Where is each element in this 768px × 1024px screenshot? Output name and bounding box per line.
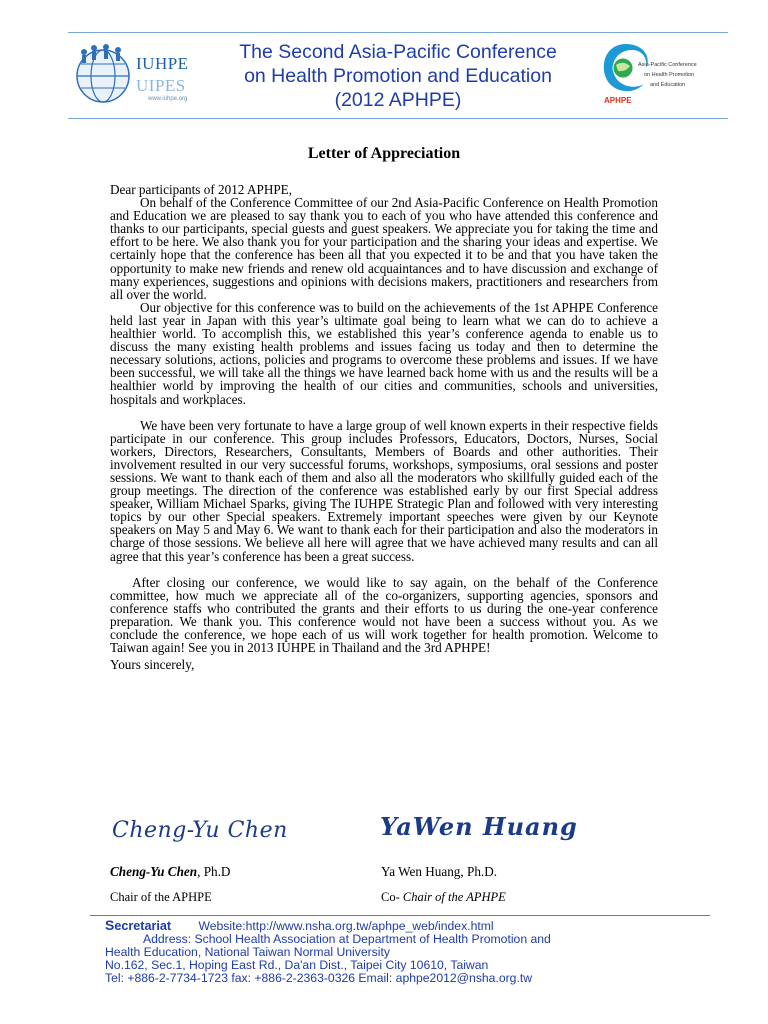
paragraph-2: Our objective for this conference was to build on the achievements of the 1st APHPE Conference held last year in Japan with this year’s ultimate goal being to learn what we can do to achieve a healthier world. To accomplish this, we established this year’s conference agenda to enable us to discuss the many existing health problems and issues facing us today and then to determine the necessary solutions, actions, policies and programs to overcome these problems and issues. If we have been successful, we will take all the things we have learned back home with us and the results will be a healthier world by improving the health of our cities and communities, schools and universities, hospitals and workplaces. <box>110 299 658 407</box>
signer-chen-name <box>110 864 230 880</box>
signer-huang-role-prefix: Co- <box>381 890 400 904</box>
aphpe-logo-line-2: on Health Promotion <box>644 72 695 78</box>
secretariat-footer <box>105 919 625 985</box>
aphpe-logo-text <box>638 60 697 90</box>
secretariat-address-1: Address: School Health Association at Department of Health Promotion and <box>143 932 551 946</box>
closing: Yours sincerely, <box>110 657 195 673</box>
signer-huang-name: Ya Wen Huang, Ph.D. <box>381 864 498 879</box>
iuhpe-wordmark: IUHPE <box>136 54 189 73</box>
conference-title-line-3: (2012 APHPE) <box>334 89 462 111</box>
secretariat-label <box>105 919 171 933</box>
signature-chen: Cheng-Yu Chen <box>112 818 288 843</box>
conference-title <box>208 40 588 112</box>
iuhpe-logo <box>70 40 210 110</box>
header-top-rule <box>68 32 728 33</box>
uipes-wordmark: UIPES <box>136 76 186 95</box>
signer-chen-role: Chair of the APHPE <box>110 890 212 904</box>
iuhpe-url: www.iuhpe.org <box>148 96 188 102</box>
conference-title-line-2: on Health Promotion and Education <box>244 65 552 87</box>
signer-chen-name-text: Cheng-Yu Chen <box>110 864 198 879</box>
paragraph-1: On behalf of the Conference Committee of our 2nd Asia-Pacific Conference on Health Promotion and Education we are pleased to say thank you to each of you who have attended this conference and thanks to our participants, special guests and guest speakers. We appreciate you for taking the time and effort to be here. We also thank you for your participation and the sharing your ideas and expertise. We certainly hope that the conference has been all that you expected it to be and that you have taken the opportunity to make new friends and renew old acquaintances and to have discussion and exchange of many experiences, suggestions and opinions with decisions makers, practitioners and researchers from all over the world. <box>110 195 658 302</box>
salutation: Dear participants of 2012 APHPE, <box>110 182 293 197</box>
secretariat-contact[interactable]: Tel: +886-2-7734-1723 fax: +886-2-2363-0326 Email: aphpe2012@nsha.org.tw <box>105 971 533 985</box>
aphpe-logo-line-3: and Education <box>650 82 686 88</box>
signer-huang-role <box>381 890 506 905</box>
paragraph-3: We have been very fortunate to have a large group of well known experts in their respective fields participate in our conference. This group includes Professors, Educators, Doctors, Nurses, Social workers, Directors, Researchers, Consultants, Members of Boards and other authorities. Their involvement resulted in our very successful forums, workshops, symposiums, oral sessions and poster sessions. We want to thank each of them and also all the moderators who skillfully guided each of the group meetings. The direction of the conference was established early by our first Special address speaker, William Michael Sparks, giving The IUHPE Strategic Plan and followed with very interesting topics by our other Special speakers. Extremely important speeches were given by our Keynote speakers on May 5 and May 6. We want to thank each for their participation and also the moderators in charge of those sessions. We believe all here will agree that we have achieved many results and can all agree that this year’s conference has been a great success. <box>110 417 658 564</box>
header-bottom-rule <box>68 118 728 119</box>
letter-body <box>110 183 658 671</box>
secretariat-website[interactable]: Website:http://www.nsha.org.tw/aphpe_web/index.html <box>198 919 494 933</box>
footer-rule <box>90 915 710 916</box>
letter-title: Letter of Appreciation <box>307 145 461 162</box>
conference-title-line-1: The Second Asia-Pacific Conference <box>239 41 557 63</box>
aphpe-logo-tag: APHPE <box>604 96 632 105</box>
paragraph-4: After closing our conference, we would like to say again, on the behalf of the Conference committee, how much we appreciate all of the co-organizers, supporting agencies, sponsors and conference staffs who contributed the grants and their efforts to us during the one-year conference preparation. We thank you. This conference would not have been a success without you. As we conclude the conference, we hope each of us will work together for health promotion. Welcome to Taiwan again! See you in 2013 IUHPE in Thailand and the 3rd APHPE! <box>110 574 658 656</box>
secretariat-address-3: No.162, Sec.1, Hoping East Rd., Da'an Dist., Taipei City 10610, Taiwan <box>105 958 489 972</box>
signer-huang-role-text: Chair of the APHPE <box>399 890 506 904</box>
secretariat-label-initial: S <box>105 917 115 933</box>
globe-icon <box>72 44 134 104</box>
signer-chen-degree: , Ph.D <box>197 864 231 879</box>
aphpe-logo <box>596 38 732 116</box>
secretariat-address-2: Health Education, National Taiwan Normal University <box>105 945 390 959</box>
aphpe-logo-line-1: Asia-Pacific Conference <box>638 62 697 68</box>
signature-huang: YaWen Huang <box>380 812 578 841</box>
secretariat-label-rest: ecretariat <box>114 919 172 933</box>
